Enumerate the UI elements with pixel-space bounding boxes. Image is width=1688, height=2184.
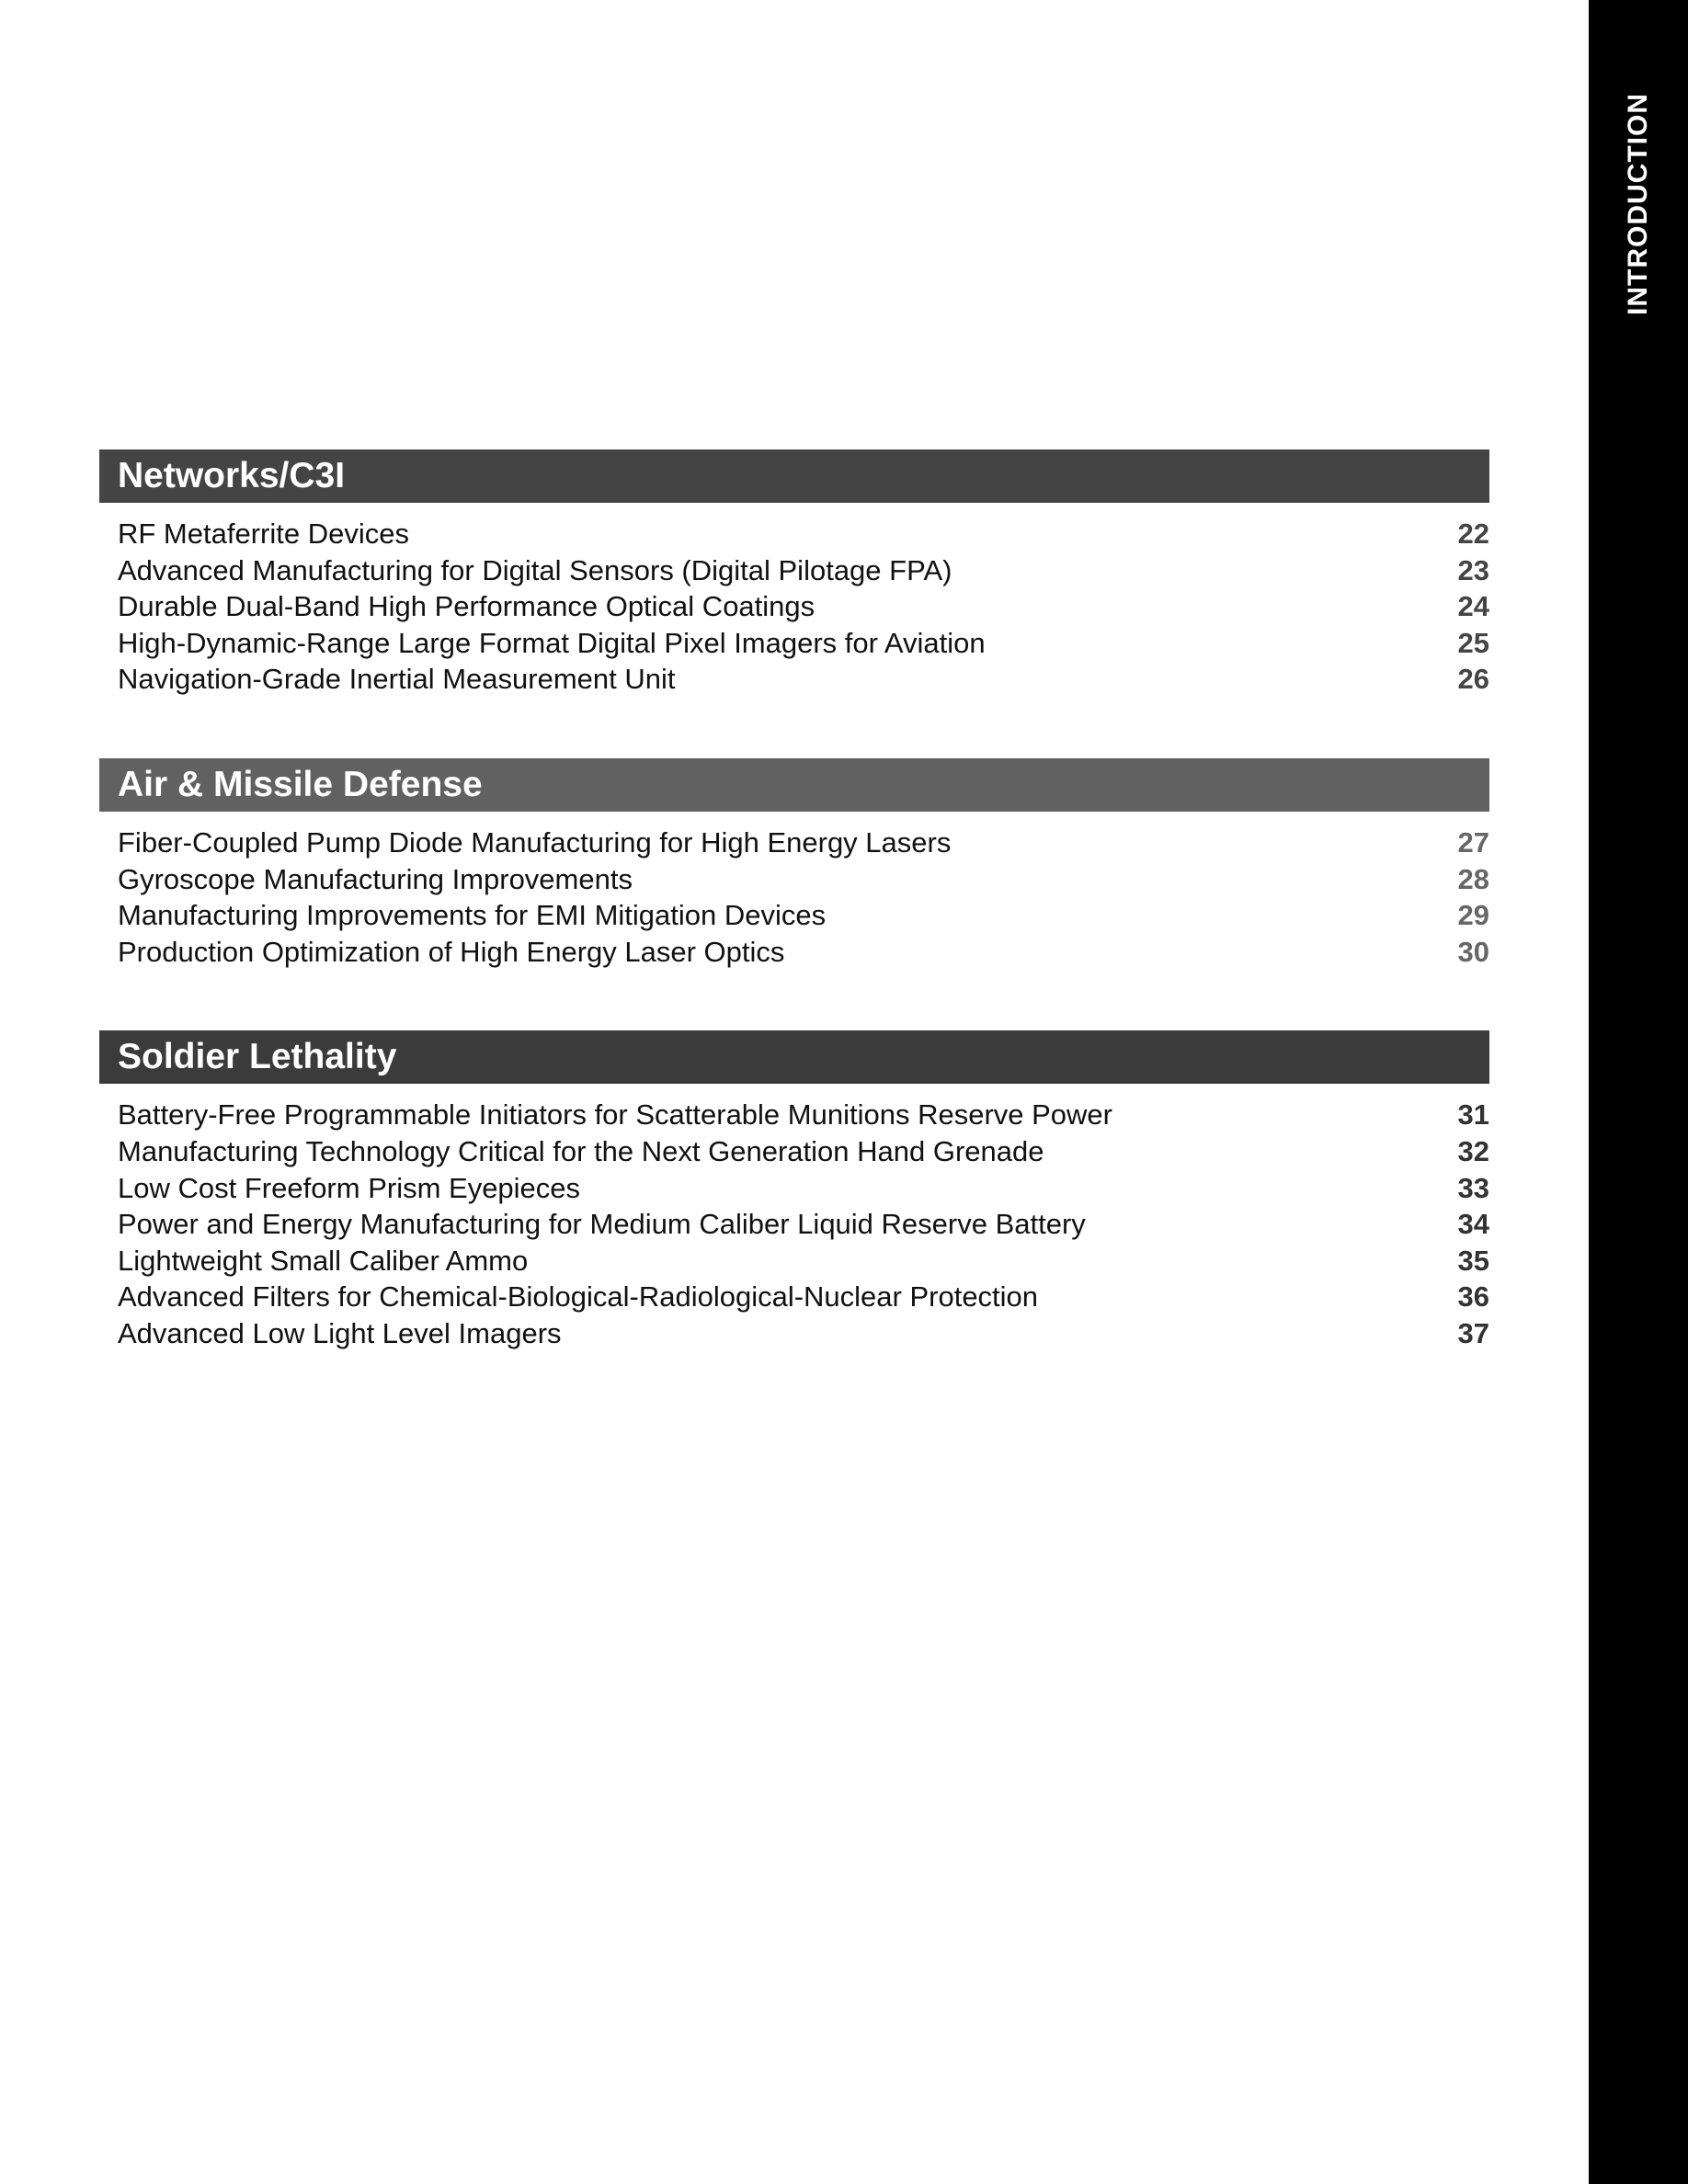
- entry-page-number: 26: [1457, 663, 1489, 696]
- section-header: Soldier Lethality: [99, 1030, 1489, 1084]
- side-tab: [1589, 0, 1688, 2184]
- entry-page-number: 22: [1457, 518, 1489, 550]
- toc-entry[interactable]: [99, 661, 1489, 698]
- entry-title: Gyroscope Manufacturing Improvements: [118, 862, 633, 895]
- section-entries: [99, 825, 1489, 970]
- toc-entry[interactable]: [99, 1133, 1489, 1170]
- entry-title: Low Cost Freeform Prism Eyepieces: [118, 1171, 581, 1204]
- toc-entry[interactable]: [99, 588, 1489, 625]
- toc-entry[interactable]: [99, 516, 1489, 552]
- entry-page-number: 27: [1457, 825, 1489, 859]
- entry-page-number: 29: [1457, 899, 1489, 932]
- toc-entry[interactable]: [99, 1315, 1489, 1352]
- entry-page-number: 35: [1457, 1244, 1489, 1277]
- toc-entry[interactable]: [99, 1097, 1489, 1133]
- toc-entry[interactable]: [99, 1243, 1489, 1280]
- entry-title: RF Metaferrite Devices: [118, 518, 409, 550]
- entry-page-number: 36: [1457, 1280, 1489, 1314]
- entry-page-number: 31: [1457, 1098, 1489, 1132]
- entry-title: Advanced Low Light Level Imagers: [118, 1316, 562, 1349]
- entry-page-number: 23: [1457, 553, 1489, 586]
- entry-title: Production Optimization of High Energy Laser Optics: [118, 935, 785, 968]
- toc-entry[interactable]: [99, 897, 1489, 934]
- entry-title: Battery-Free Programmable Initiators for Scatterable Munitions Reserve Power: [118, 1098, 1112, 1132]
- toc-section: [99, 758, 1489, 970]
- toc-section: [99, 1030, 1489, 1351]
- toc-entry[interactable]: [99, 1279, 1489, 1315]
- toc-entry[interactable]: [99, 625, 1489, 662]
- entry-page-number: 28: [1457, 862, 1489, 895]
- entry-page-number: 32: [1457, 1134, 1489, 1167]
- entry-title: Advanced Manufacturing for Digital Sensors (Digital Pilotage FPA): [118, 553, 952, 586]
- entry-title: High-Dynamic-Range Large Format Digital Pixel Imagers for Aviation: [118, 626, 986, 659]
- entry-page-number: 24: [1457, 590, 1489, 623]
- toc-entry[interactable]: [99, 552, 1489, 589]
- toc-entry[interactable]: [99, 825, 1489, 861]
- section-entries: [99, 516, 1489, 698]
- entry-title: Power and Energy Manufacturing for Medium Caliber Liquid Reserve Battery: [118, 1208, 1086, 1241]
- toc-entry[interactable]: [99, 1206, 1489, 1243]
- side-tab-label: INTRODUCTION: [1623, 93, 1653, 315]
- section-entries: [99, 1097, 1489, 1351]
- table-of-contents: [99, 449, 1489, 1413]
- entry-title: Durable Dual-Band High Performance Optical Coatings: [118, 590, 815, 623]
- entry-title: Manufacturing Technology Critical for the Next Generation Hand Grenade: [118, 1134, 1044, 1167]
- section-header: Networks/C3I: [99, 449, 1489, 503]
- entry-title: Advanced Filters for Chemical-Biological-Radiological-Nuclear Protection: [118, 1280, 1039, 1314]
- entry-page-number: 25: [1457, 626, 1489, 659]
- entry-title: Navigation-Grade Inertial Measurement Unit: [118, 663, 676, 696]
- entry-title: Manufacturing Improvements for EMI Mitigation Devices: [118, 899, 827, 932]
- toc-section: [99, 449, 1489, 698]
- entry-page-number: 33: [1457, 1171, 1489, 1204]
- entry-page-number: 30: [1457, 935, 1489, 968]
- toc-entry[interactable]: [99, 934, 1489, 971]
- entry-title: Fiber-Coupled Pump Diode Manufacturing for High Energy Lasers: [118, 825, 952, 859]
- section-header: Air & Missile Defense: [99, 758, 1489, 812]
- entry-title: Lightweight Small Caliber Ammo: [118, 1244, 529, 1277]
- entry-page-number: 37: [1457, 1316, 1489, 1349]
- toc-entry[interactable]: [99, 1170, 1489, 1207]
- entry-page-number: 34: [1457, 1208, 1489, 1241]
- toc-entry[interactable]: [99, 861, 1489, 898]
